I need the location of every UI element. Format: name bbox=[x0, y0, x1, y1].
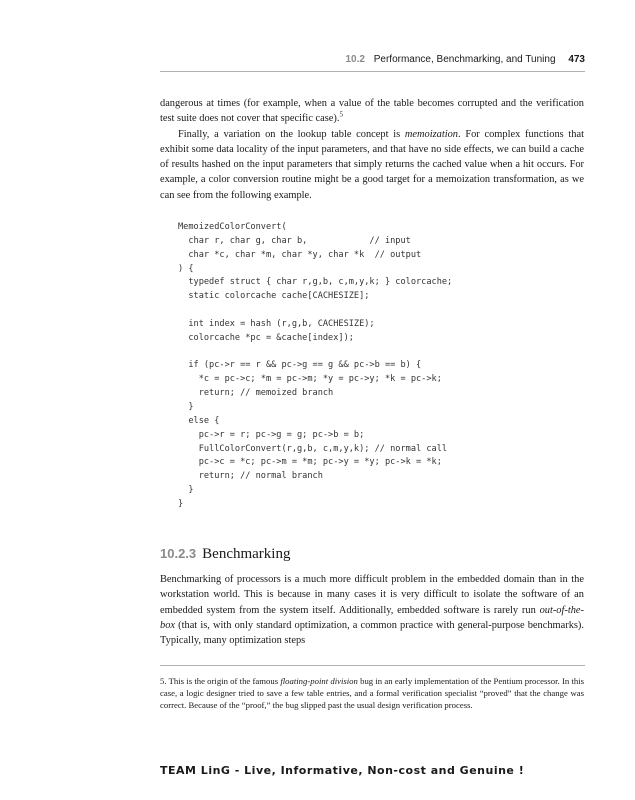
header-section-number: 10.2 bbox=[345, 54, 365, 65]
paragraph-1: dangerous at times (for example, when a value of the table becomes corrupted and the verification test suite does not cover that specific case).$^5$ bbox=[160, 98, 584, 125]
running-header bbox=[160, 54, 585, 66]
intro-paragraphs bbox=[160, 96, 584, 203]
section-title: Benchmarking bbox=[202, 546, 291, 562]
benchmarking-paragraph: Benchmarking of processors is a much more difficult problem in the embedded domain than in the workstation world. This is because in many cases it is very difficult to isolate the software of an embedded system from the system itself. Additionally, embedded software is rarely run out-of-the-box (that is, with only standard optimization, a common practice with general-purpose benchmarks). Typically, many optimization steps bbox=[160, 574, 584, 647]
code-listing: MemoizedColorConvert( char r, char g, char b, // input char *c, char *m, char *y, char *k // output ) { typedef struct { char r,g,b, c,m,y,k; } colorcache; static colorcache cache[CACHESIZE]; int index = hash (r,g,b, CACHESIZE); colorcache *pc = &cache[index]); if (pc->r == r && pc->g == g && pc->b == b) { *c = pc->c; *m = pc->m; *y = pc->y; *k = pc->k; return; // memoized branch } else { pc->r = r; pc->g = g; pc->b = b; FullColorConvert(r,g,b, c,m,y,k); // normal call pc->c = *c; pc->m = *m; pc->y = *y; pc->k = *k; return; // normal branch } } bbox=[178, 222, 453, 509]
footnote-rule bbox=[160, 665, 585, 666]
section-heading bbox=[160, 545, 290, 563]
paragraph-2: Finally, a variation on the lookup table concept is memoization. For complex functions that exhibit some data locality of the input parameters, and that have no side effects, we can build a cache of results hashed on the input parameters that simply returns the cached value when a hit occurs. For example, a color conversion routine might be a good target for a memoization transformation, as we can see from the following example. bbox=[160, 128, 584, 201]
section-number: 10.2.3 bbox=[160, 546, 197, 561]
watermark-banner: TEAM LinG - Live, Informative, Non-cost and Genuine ! bbox=[160, 764, 525, 777]
page-number: 473 bbox=[568, 54, 585, 65]
footnote: 5. This is the origin of the famous floating-point division bug in an early implementation of the Pentium processor. In this case, a logic designer tried to save a few table entries, and a formal verification specialist “proved” that the change was correct. Because of the “proof,” the bug slipped past the usual design verification process. bbox=[160, 676, 584, 711]
header-rule bbox=[160, 71, 585, 72]
header-title: Performance, Benchmarking, and Tuning bbox=[373, 54, 556, 65]
footnote-ref: 5 bbox=[339, 110, 343, 119]
